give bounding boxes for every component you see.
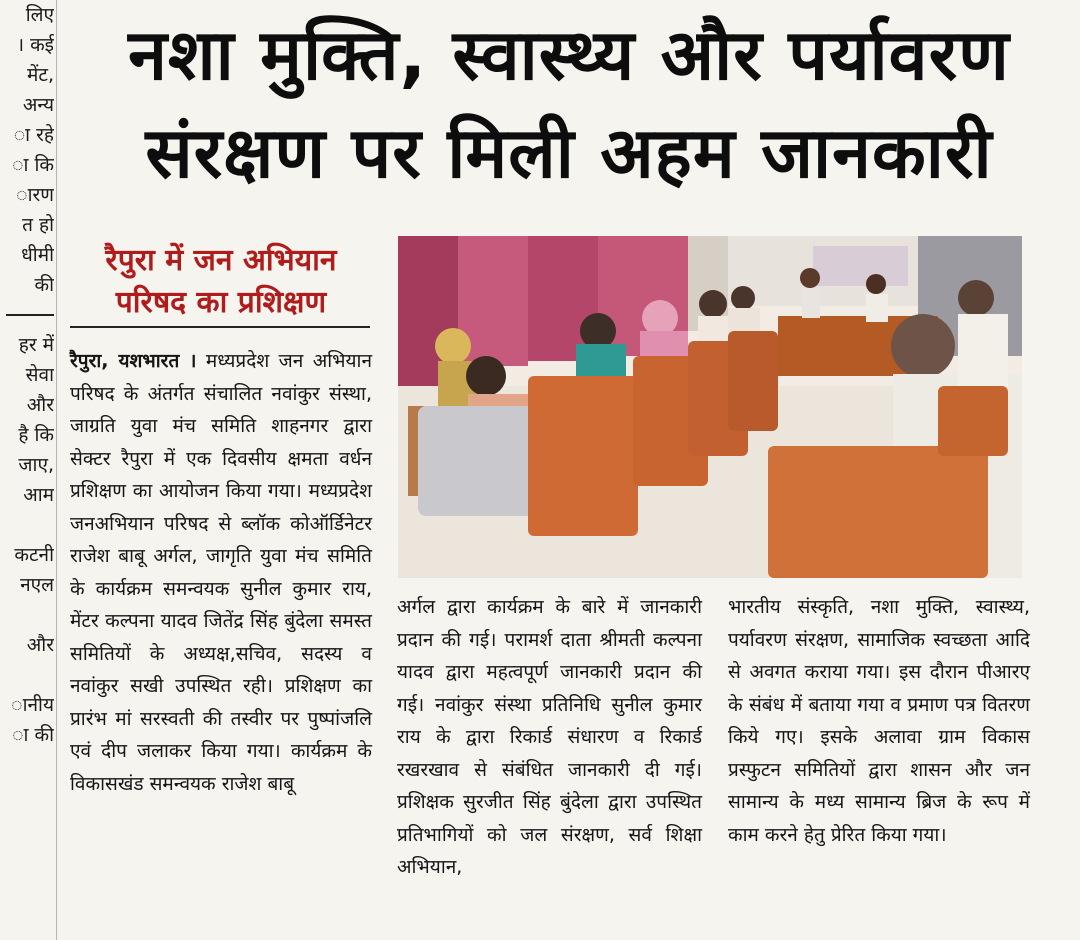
neighbor-column-fragment	[0, 0, 54, 940]
fragment-line: लिए	[25, 4, 54, 26]
subheadline-line-1: रैपुरा में जन अभियान	[105, 243, 337, 278]
fragment-line: जाए,	[18, 454, 54, 476]
fragment-line: की	[34, 274, 54, 296]
fragment-line	[0, 660, 54, 690]
fragment-line: । कई	[16, 34, 54, 56]
column-rule	[56, 0, 57, 940]
article-text: अर्गल द्वारा कार्यक्रम के बारे में जानकारी प्रदान की गई। परामर्श दाता श्रीमती कल्पना यादव द्वारा महत्वपूर्ण जानकारी प्रदान की गई। नवांकुर संस्था प्रतिनिधि सुनील कुमार राय के द्वारा रिकार्ड संधारण व रिकार्ड रखरखाव से संबंधित जानकारी दी गई। प्रशिक्षक सुरजीत सिंह बुंदेला द्वारा उपस्थित प्रतिभागियों को जल संरक्षण, सर्व शिक्षा अभियान,	[397, 596, 702, 878]
fragment-line: और	[26, 394, 54, 416]
article-column-2	[397, 591, 702, 884]
fragment-line: ा कि	[12, 154, 54, 176]
fragment-line: नएल	[20, 574, 54, 596]
fragment-line: और	[26, 634, 54, 656]
fragment-line: सेवा	[25, 364, 54, 386]
fragment-line: है कि	[18, 424, 54, 446]
fragment-line: ारण	[16, 184, 54, 206]
fragment-line: आम	[23, 484, 54, 506]
fragment-line: हर में	[18, 334, 54, 356]
fragment-line: ा रहे	[13, 124, 54, 146]
article-text: मध्यप्रदेश जन अभियान परिषद के अंतर्गत संचालित नवांकुर संस्था, जाग्रति युवा मंच समिति शाहनगर द्वारा सेक्टर रैपुरा में एक दिवसीय क्षमता वर्धन प्रशिक्षण का आयोजन किया गया। मध्यप्रदेश जनअभियान परिषद से ब्लॉक कोऑर्डिनेटर राजेश बाबू अर्गल, जागृति युवा मंच समिति के कार्यक्रम समन्वयक सुनील कुमार राय, मेंटर कल्पना यादव जितेंद्र सिंह बुंदेला समस्त समितियों के अध्यक्ष,सचिव, सदस्य व नवांकुर सखी उपस्थित रही। प्रशिक्षण का प्रारंभ मां सरस्वती की तस्वीर पर पुष्पांजलि एवं दीप जलाकर किया गया। कार्यक्रम के विकासखंड समन्वयक राजेश बाबू	[70, 350, 372, 795]
headline-line-2: संरक्षण पर मिली अहम जानकारी	[145, 112, 993, 194]
fragment-line: त हो	[22, 214, 54, 236]
subheadline-line-2: परिषद का प्रशिक्षण	[115, 285, 327, 320]
fragment-line: ानीय	[11, 694, 54, 716]
article-paragraph	[70, 345, 372, 800]
news-photo	[398, 236, 1022, 578]
fragment-line: धीमी	[21, 244, 54, 266]
article-column-3	[728, 591, 1030, 851]
fragment-line	[0, 510, 54, 540]
training-hall-photo	[398, 236, 1022, 578]
dateline: रैपुरा, यशभारत ।	[70, 350, 197, 372]
fragment-line: मेंट,	[27, 64, 54, 86]
subheadline	[66, 240, 376, 324]
fragment-line: कटनी	[14, 544, 54, 566]
fragment-divider	[6, 314, 54, 316]
fragment-line: अन्य	[22, 94, 54, 116]
subheadline-underline	[70, 326, 370, 328]
article-text: भारतीय संस्कृति, नशा मुक्ति, स्वास्थ्य, पर्यावरण संरक्षण, सामाजिक स्वच्छता आदि से अवगत कराया गया। इस दौरान पीआरए के संबंध में बताया गया व प्रमाण पत्र वितरण किये गए। इसके अलावा ग्राम विकास प्रस्फुटन समितियों द्वारा शासन और जन सामान्य के मध्य सामान्य ब्रिज के रूप में काम करने हेतु प्रेरित किया गया।	[728, 596, 1030, 846]
fragment-line	[0, 600, 54, 630]
article-column-1	[70, 345, 372, 800]
headline	[62, 6, 1076, 202]
headline-line-1: नशा मुक्ति, स्वास्थ्य और पर्यावरण	[128, 14, 1010, 96]
fragment-line: ा की	[12, 724, 54, 746]
